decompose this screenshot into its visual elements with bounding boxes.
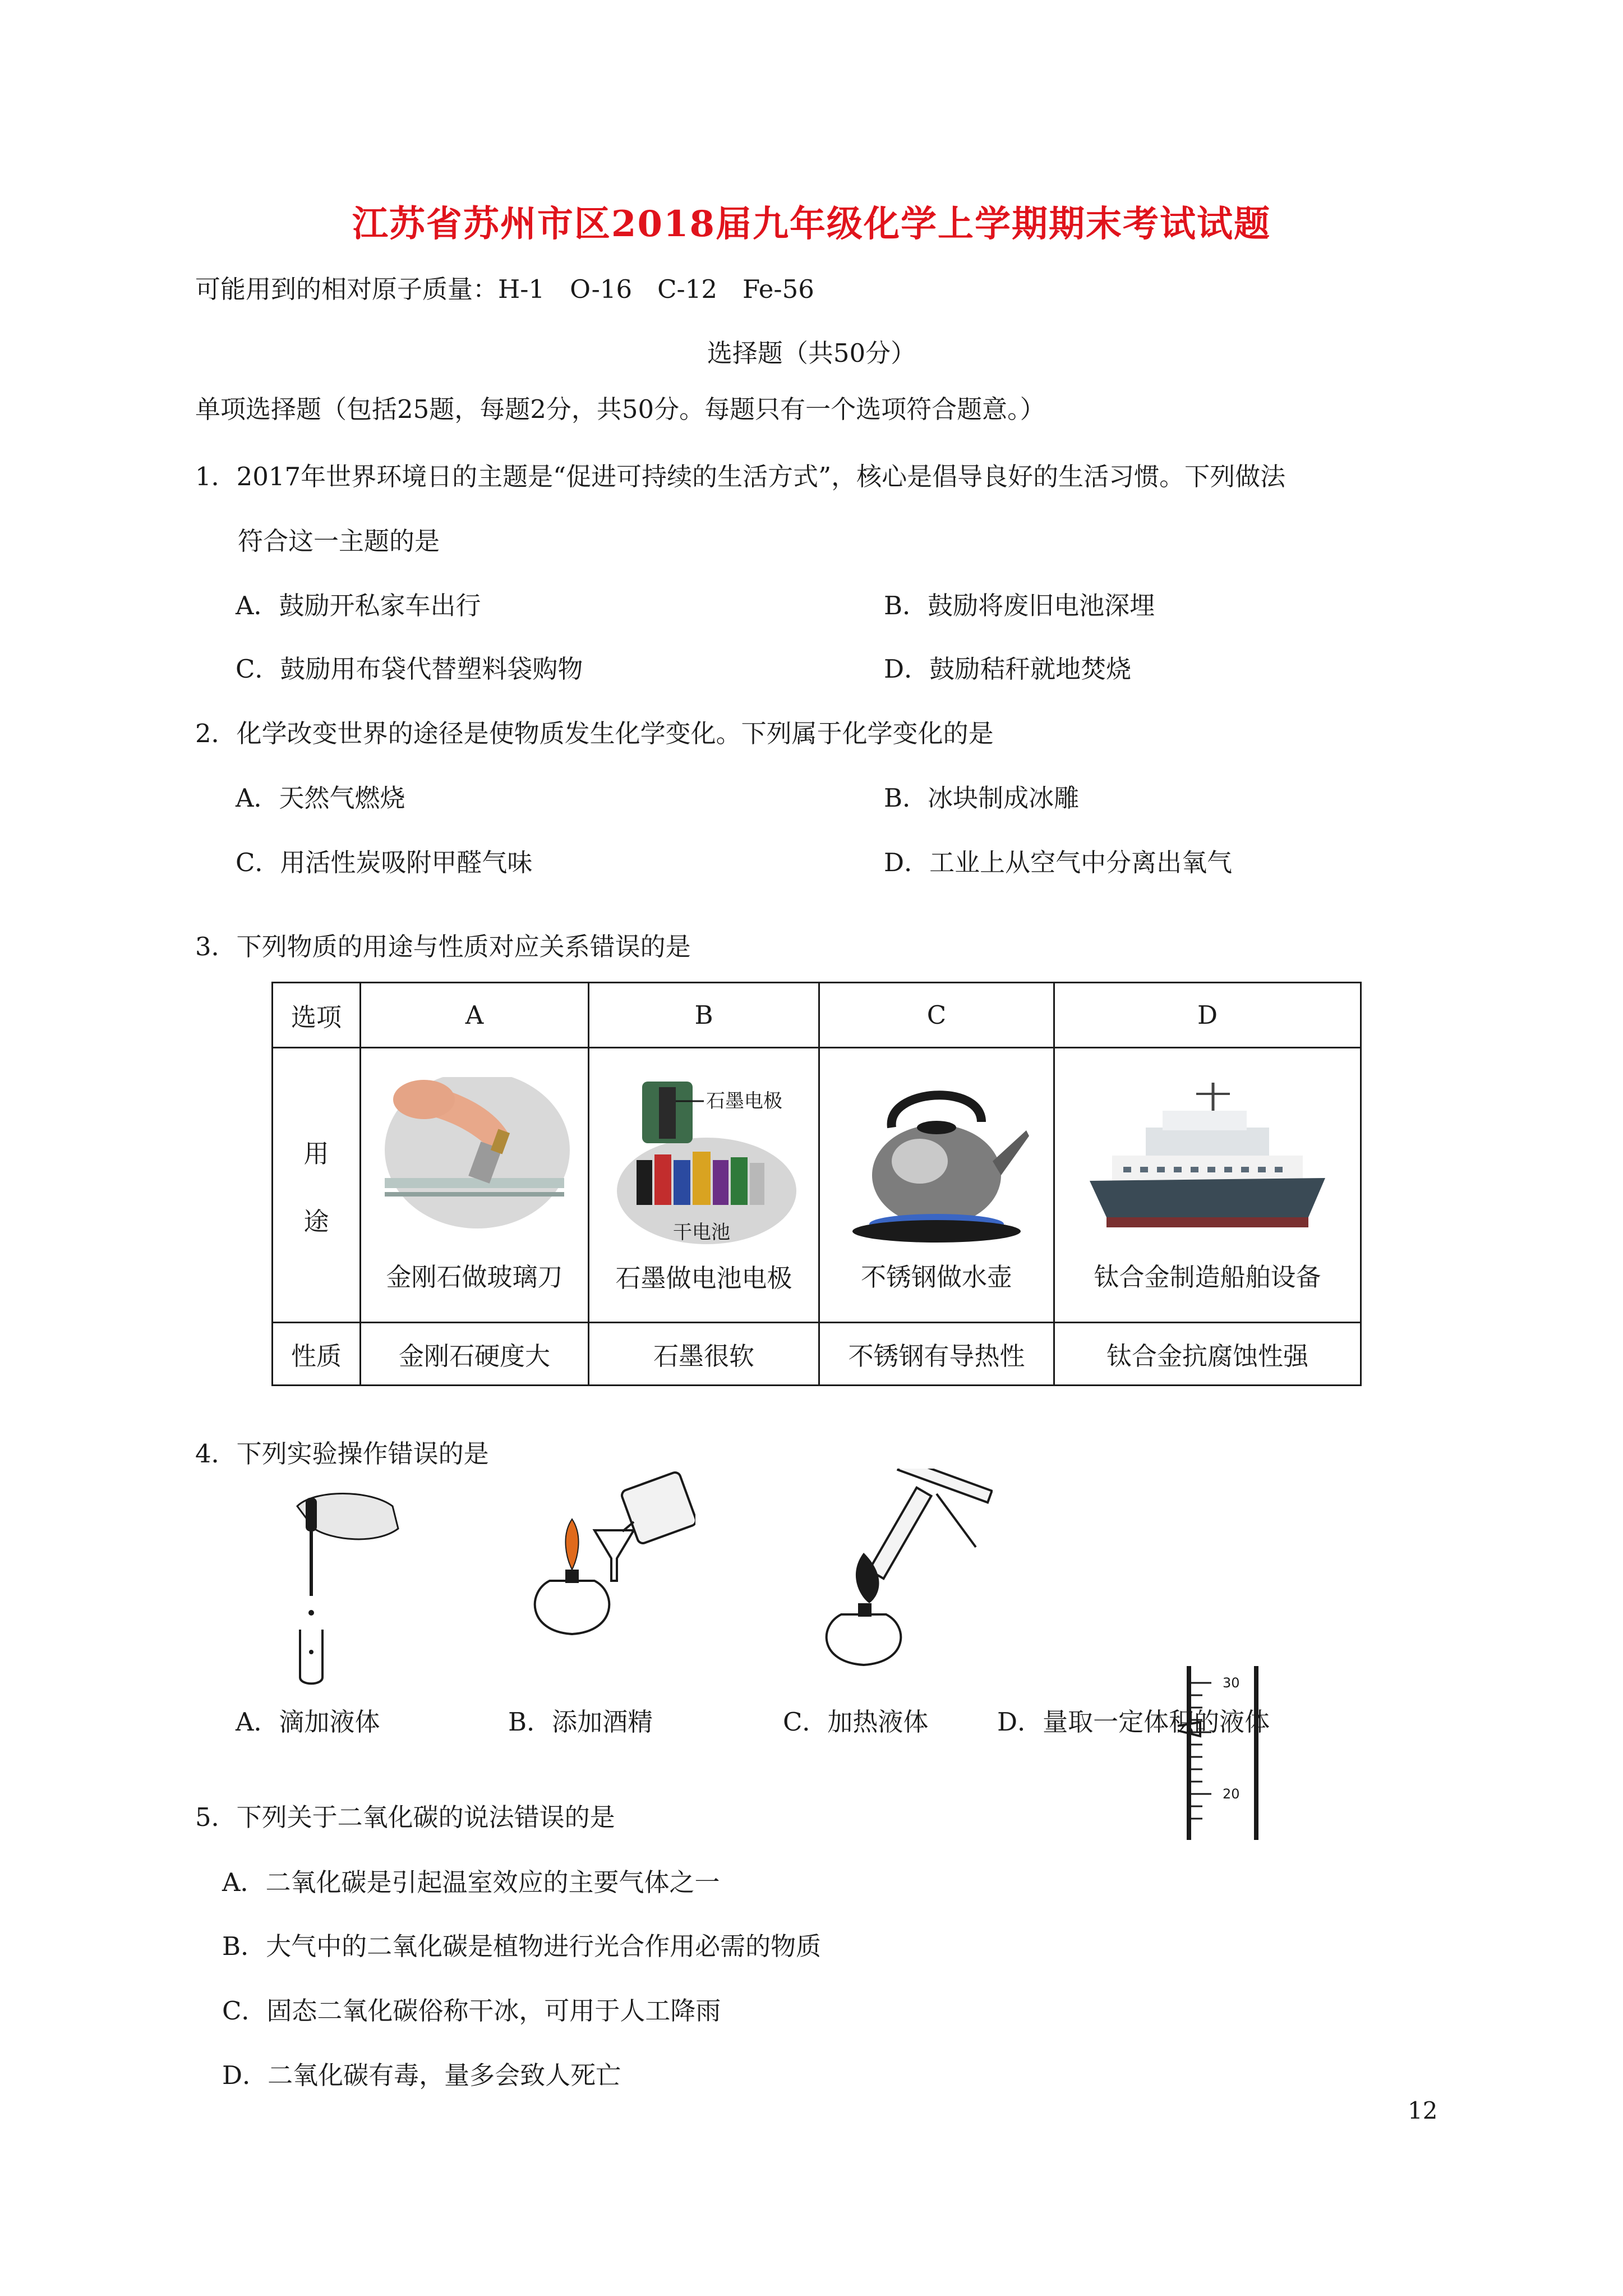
q3-header-option: 选项 — [273, 983, 361, 1048]
q3-table — [271, 982, 1362, 1386]
q3-header-a: A — [361, 983, 589, 1048]
q4-stem: 4．下列实验操作错误的是 — [195, 1439, 489, 1469]
dry-cell-label: 干电池 — [673, 1221, 730, 1244]
q5-option-b: B．大气中的二氧化碳是植物进行光合作用必需的物质 — [222, 1931, 822, 1961]
q3-cell-d — [1054, 1048, 1361, 1323]
q1-stem: 1．2017年世界环境日的主题是“促进可持续的生活方式”，核心是倡导良好的生活习惯。下列做法 — [195, 462, 1286, 491]
q3-property-label: 性质 — [273, 1323, 361, 1386]
q1-stem-cont: 符合这一主题的是 — [238, 526, 440, 556]
q2-option-b: B．冰块制成冰雕 — [884, 783, 1080, 813]
q2-option-a: A．天然气燃烧 — [236, 783, 405, 813]
q3-use-label — [273, 1048, 361, 1323]
section-title: 选择题（共50分） — [707, 338, 916, 368]
q3-header-c: C — [819, 983, 1054, 1048]
q3-cell-c — [819, 1048, 1054, 1323]
heat-liquid-diagram — [808, 1469, 993, 1671]
ship-image — [1084, 1077, 1331, 1245]
page-number: 12 — [1408, 2097, 1438, 2124]
q5-option-a: A．二氧化碳是引起温室效应的主要气体之一 — [222, 1867, 720, 1897]
atomic-masses: 可能用到的相对原子质量：H-1 O-16 C-12 Fe-56 — [195, 274, 814, 304]
q4-option-d: D．量取一定体积的液体 — [997, 1707, 1270, 1737]
q2-option-d: D．工业上从空气中分离出氧气 — [884, 848, 1233, 877]
q1-option-c: C．鼓励用布袋代替塑料袋购物 — [236, 654, 583, 684]
add-alcohol-diagram — [516, 1469, 695, 1642]
q3-property-c: 不锈钢有导热性 — [819, 1323, 1054, 1386]
kettle-image — [841, 1077, 1032, 1245]
q3-use-c: 不锈钢做水壶 — [860, 1262, 1012, 1292]
q3-property-a: 金刚石硬度大 — [361, 1323, 589, 1386]
q3-use-a: 金刚石做玻璃刀 — [386, 1262, 563, 1292]
cylinder-tick-30: 30 — [1223, 1675, 1240, 1691]
cylinder-tick-20: 20 — [1223, 1786, 1240, 1802]
q3-property-b: 石墨很软 — [589, 1323, 819, 1386]
q4-option-b: B．添加酒精 — [508, 1707, 653, 1737]
q3-cell-a — [361, 1048, 589, 1323]
q1-option-d: D．鼓励秸秆就地焚烧 — [884, 654, 1132, 684]
graduated-cylinder-diagram — [1178, 1660, 1267, 1840]
q3-cell-b — [589, 1048, 819, 1323]
q3-use-b: 石墨做电池电极 — [615, 1263, 792, 1293]
q3-use-label-1: 用 — [303, 1138, 329, 1168]
q3-use-label-2: 途 — [303, 1206, 329, 1236]
q3-header-d: D — [1054, 983, 1361, 1048]
dropper-diagram — [280, 1484, 409, 1686]
q2-option-c: C．用活性炭吸附甲醛气味 — [236, 848, 533, 877]
q3-header-b: B — [589, 983, 819, 1048]
instructions: 单项选择题（包括25题，每题2分，共50分。每题只有一个选项符合题意。） — [195, 394, 1045, 424]
q5-stem: 5．下列关于二氧化碳的说法错误的是 — [195, 1802, 615, 1832]
glass-cutter-image — [379, 1077, 570, 1245]
q3-stem: 3．下列物质的用途与性质对应关系错误的是 — [195, 932, 691, 961]
q5-option-c: C．固态二氧化碳俗称干冰，可用于人工降雨 — [222, 1996, 721, 2026]
q1-option-b: B．鼓励将废旧电池深埋 — [884, 591, 1155, 620]
q2-stem: 2．化学改变世界的途径是使物质发生化学变化。下列属于化学变化的是 — [195, 719, 994, 748]
q4-option-c: C．加热液体 — [783, 1707, 929, 1737]
q1-option-a: A．鼓励开私家车出行 — [236, 591, 481, 620]
exam-title: 江苏省苏州市区2018届九年级化学上学期期末考试试题 — [352, 203, 1271, 245]
q5-option-d: D．二氧化碳有毒，量多会致人死亡 — [222, 2060, 621, 2090]
dry-cell-image — [603, 1076, 805, 1250]
q3-property-d: 钛合金抗腐蚀性强 — [1054, 1323, 1361, 1386]
q3-use-d: 钛合金制造船舶设备 — [1094, 1262, 1321, 1292]
q4-option-a: A．滴加液体 — [236, 1707, 380, 1737]
graphite-electrode-label: 石墨电极 — [706, 1090, 782, 1112]
